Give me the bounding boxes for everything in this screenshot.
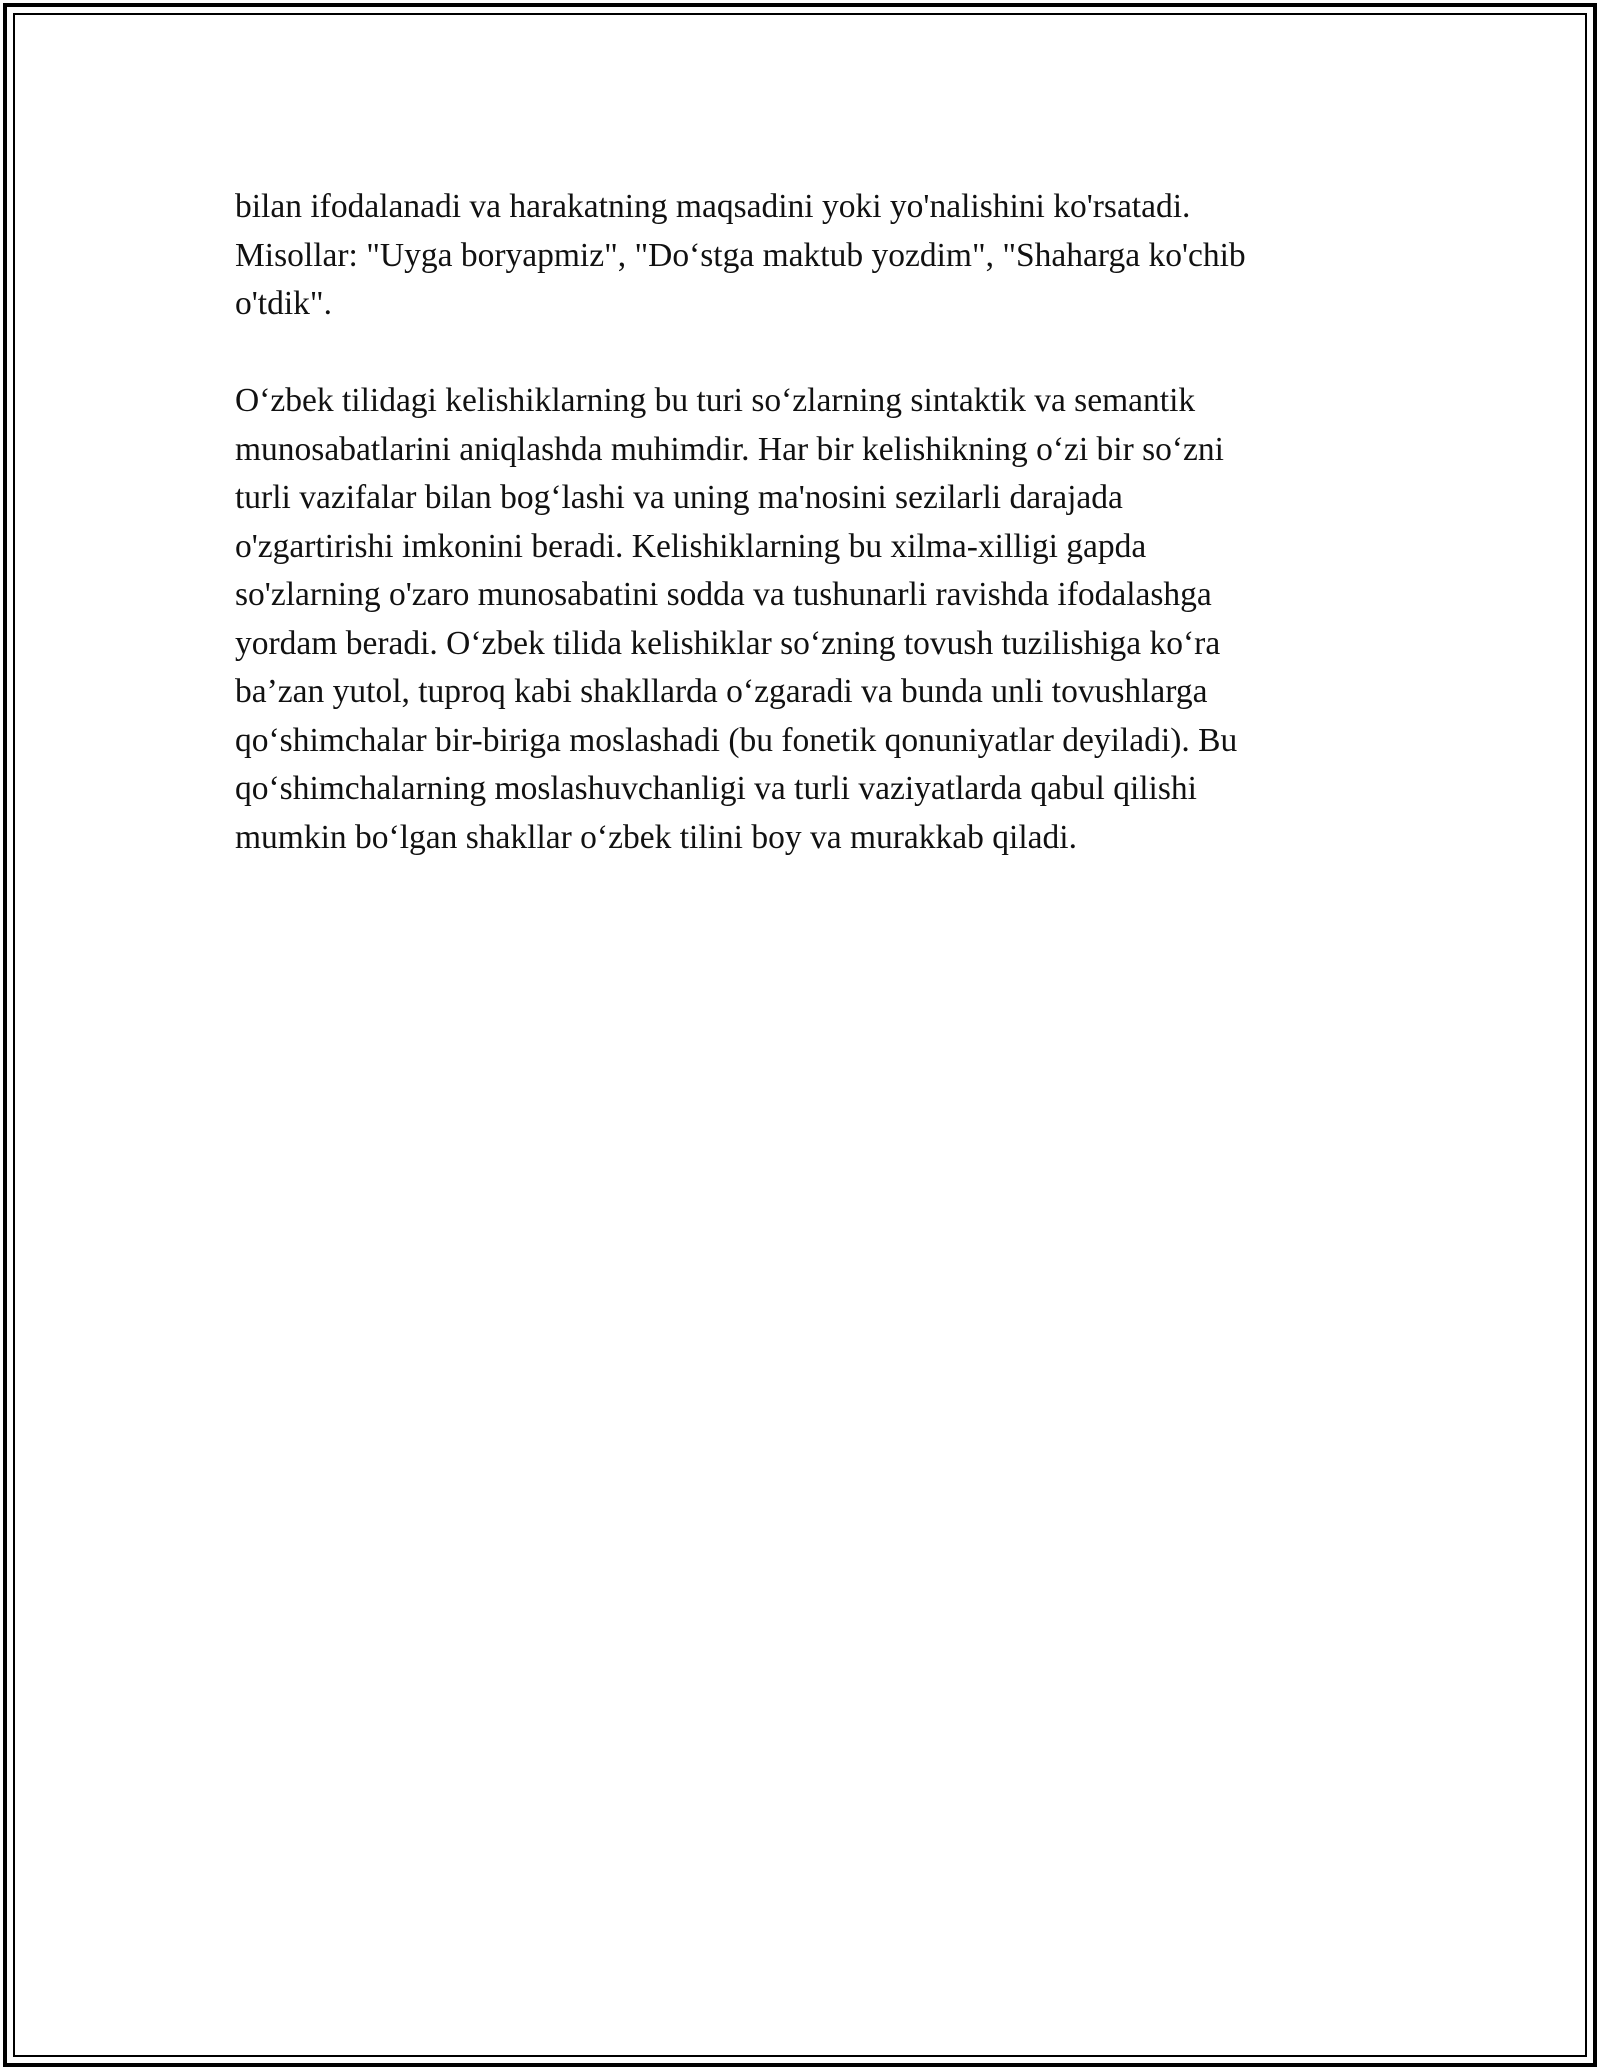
text-line: munosabatlarini aniqlashda muhimdir. Har bir kelishikning o‘zi bir so‘zni	[235, 430, 1224, 468]
text-line: o'tdik".	[235, 285, 332, 322]
text-line: O‘zbek tilidagi kelishiklarning bu turi so‘zlarning sintaktik va semantik	[235, 382, 1196, 419]
document-body	[235, 183, 1365, 862]
paragraph-1	[235, 183, 1365, 329]
text-line: Misollar: "Uyga boryapmiz", "Do‘stga maktub yozdim", "Shaharga ko'chib	[235, 236, 1246, 274]
text-line: bilan ifodalanadi va harakatning maqsadini yoki yo'nalishini ko'rsatadi.	[235, 188, 1191, 225]
text-line: qo‘shimchalar bir-biriga moslashadi (bu fonetik qonuniyatlar deyiladi). Bu	[235, 721, 1238, 759]
text-line: mumkin bo‘lgan shakllar o‘zbek tilini boy va murakkab qiladi.	[235, 818, 1077, 856]
paragraph-2	[235, 377, 1365, 862]
text-line: yordam beradi. O‘zbek tilida kelishiklar so‘zning tovush tuzilishiga ko‘ra	[235, 624, 1221, 662]
text-line: ba’zan yutol, tuproq kabi shakllarda o‘zgaradi va bunda unli tovushlarga	[235, 673, 1208, 710]
text-line: so'zlarning o'zaro munosabatini sodda va tushunarli ravishda ifodalashga	[235, 576, 1212, 613]
text-line: qo‘shimchalarning moslashuvchanligi va turli vaziyatlarda qabul qilishi	[235, 770, 1197, 807]
text-line: o'zgartirishi imkonini beradi. Kelishiklarning bu xilma-xilligi gapda	[235, 527, 1147, 565]
text-line: turli vazifalar bilan bog‘lashi va uning ma'nosini sezilarli darajada	[235, 479, 1123, 516]
